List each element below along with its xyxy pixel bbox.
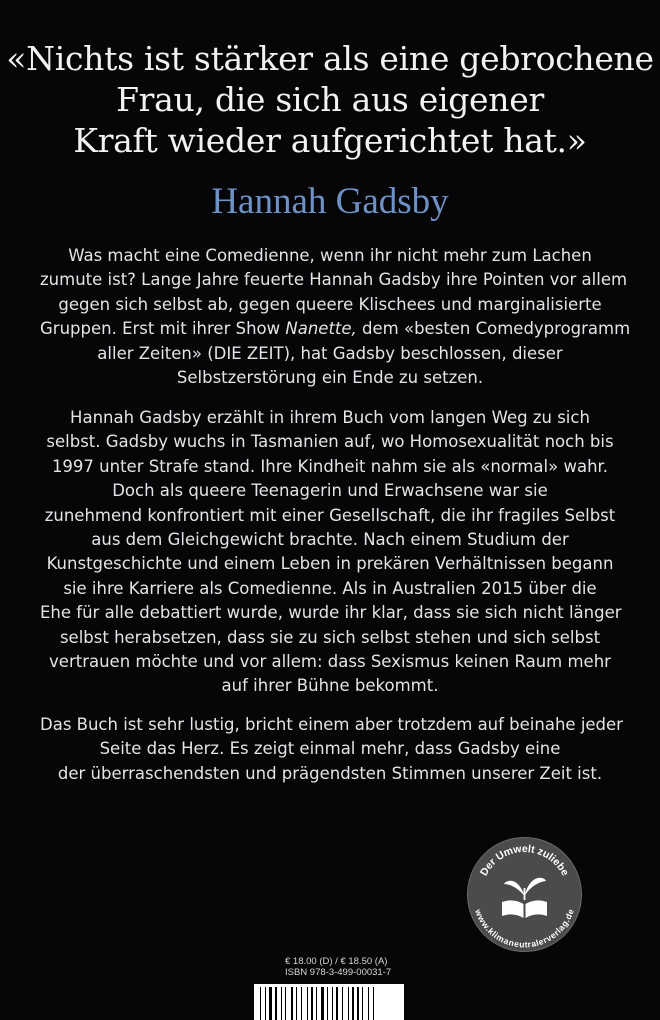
blurb-paragraph-1	[40, 244, 631, 390]
barcode-bar	[357, 987, 359, 1020]
barcode-bar	[281, 987, 282, 1020]
barcode-bar	[362, 987, 363, 1020]
barcode-bar	[291, 987, 293, 1020]
barcode-bar	[275, 987, 277, 1020]
blurb-paragraph-2	[40, 406, 620, 699]
barcode-bar	[348, 987, 349, 1020]
badge-bottom-text: www.klimaneutralerverlag.de	[472, 907, 577, 950]
text-line: Hannah Gadsby erzählt in ihrem Buch vom langen Weg zu sich	[70, 408, 590, 427]
text-line: selbst herabsetzen, dass sie zu sich selbst stehen und sich selbst	[59, 627, 601, 647]
quote-author: Hannah Gadsby	[211, 181, 449, 222]
isbn-text: ISBN 978-3-499-00031-7	[285, 967, 392, 978]
text-line: Das Buch ist sehr lustig, bricht einem aber trotzdem auf beinahe jeder	[40, 715, 623, 734]
text-line: gegen sich selbst ab, gegen queere Klischees und marginalisierte	[58, 294, 602, 314]
text-line: Ehe für alle debattiert wurde, wurde ihr klar, dass sie sich nicht länger	[40, 603, 622, 623]
text-line: vertrauen möchte und vor allem: dass Sexismus keinen Raum mehr	[49, 652, 611, 672]
barcode-bar	[321, 987, 324, 1020]
quote-line: «Nichts ist stärker als eine gebrochene	[6, 39, 654, 78]
show-title: Nanette,	[285, 319, 357, 339]
text-line: zumute ist? Lange Jahre feuerte Hannah Gadsby ihre Pointen vor allem	[40, 270, 628, 290]
barcode-bar	[352, 987, 354, 1020]
barcode-bar	[327, 987, 328, 1020]
text-line: 1997 unter Strafe stand. Ihre Kindheit nahm sie als «normal» wahr.	[51, 456, 609, 476]
text-line: auf ihrer Bühne bekommt.	[221, 676, 439, 696]
barcode-bar	[269, 987, 272, 1020]
quote-line: Frau, die sich aus eigener	[116, 80, 544, 119]
text-span: dem «besten Comedyprogramm	[356, 319, 631, 339]
text-line: Seite das Herz. Es zeigt einmal mehr, dass Gadsby eine	[99, 739, 561, 759]
barcode-bar	[342, 987, 343, 1020]
barcode	[254, 984, 404, 1020]
barcode-bar	[316, 987, 317, 1020]
barcode-bar	[301, 987, 302, 1020]
blurb-paragraph-3	[40, 713, 623, 786]
text-line: Kunstgeschichte und einem Leben in prekären Verhältnissen begann	[46, 554, 614, 574]
barcode-bar	[296, 987, 297, 1020]
text-line: sie ihre Karriere als Comedienne. Als in Australien 2015 über die	[63, 578, 597, 598]
barcode-bar	[307, 987, 308, 1020]
text-line: aus dem Gleichgewicht brachte. Nach einem Studium der	[91, 530, 569, 550]
text-line: Selbstzerstörung ein Ende zu setzen.	[176, 368, 484, 388]
text-line: der überraschendsten und prägendsten Stimmen unserer Zeit ist.	[57, 763, 603, 783]
eco-badge	[466, 836, 583, 953]
price-text: € 18.00 (D) / € 18.50 (A)	[285, 956, 388, 967]
blurb-quote	[0, 38, 660, 161]
barcode-bar	[336, 987, 338, 1020]
barcode-bar	[332, 987, 333, 1020]
text-line: selbst. Gadsby wuchs in Tasmanien auf, wo Homosexualität noch bis	[46, 432, 614, 452]
quote-line: Kraft wieder aufgerichtet hat.»	[73, 121, 587, 160]
text-line: aller Zeiten» (DIE ZEIT), hat Gadsby beschlossen, dieser	[97, 343, 563, 363]
price-info	[285, 956, 391, 978]
badge-top-text: Der Umwelt zuliebe	[478, 842, 572, 879]
barcode-bar	[373, 987, 374, 1020]
text-line	[40, 317, 631, 341]
barcode-bar	[368, 987, 369, 1020]
barcode-bar	[265, 987, 266, 1020]
text-line: zunehmend konfrontiert mit einer Gesellschaft, die ihr fragiles Selbst	[44, 505, 616, 525]
barcode-bar	[311, 987, 313, 1020]
barcode-bar	[285, 987, 286, 1020]
barcode-bar	[260, 987, 261, 1020]
text-line: Doch als queere Teenagerin und Erwachsene war sie	[112, 481, 548, 501]
text-span: Gruppen. Erst mit ihrer Show	[40, 319, 286, 339]
text-line: Was macht eine Comedienne, wenn ihr nicht mehr zum Lachen	[68, 246, 592, 265]
